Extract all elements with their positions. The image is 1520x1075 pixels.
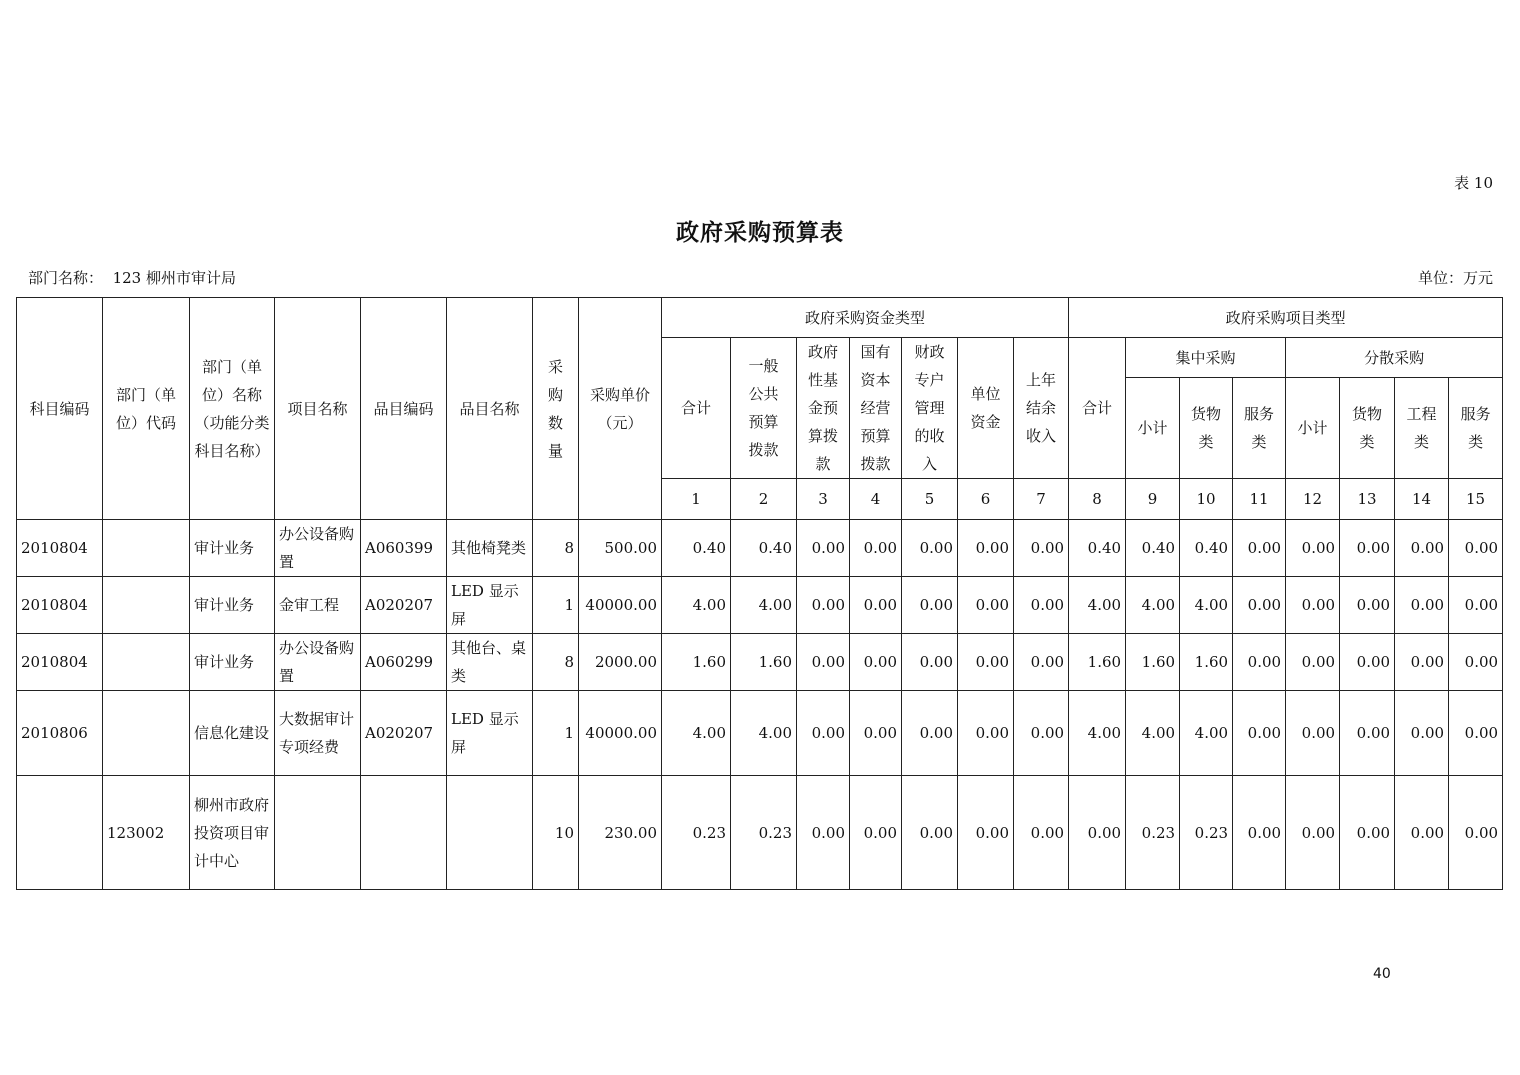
col-number: 15: [1449, 479, 1503, 520]
col-number: 12: [1286, 479, 1340, 520]
project-name-cell: 金审工程: [275, 577, 361, 634]
header-c-services: 服务类: [1233, 378, 1286, 479]
value-cell: 0.00: [1340, 691, 1395, 776]
value-cell: 4.00: [1069, 691, 1126, 776]
value-cell: 0.00: [1014, 520, 1069, 577]
value-cell: 0.40: [1126, 520, 1180, 577]
header-subject-code: 科目编码: [17, 298, 103, 520]
value-cell: 0.00: [1340, 776, 1395, 890]
table-row: [17, 634, 1503, 691]
dept-code-cell: [103, 634, 190, 691]
header-fund-general: 一般公共预算拨款: [731, 338, 797, 479]
subject-code-cell: 2010806: [17, 691, 103, 776]
header-fund-carryover: 上年结余收入: [1014, 338, 1069, 479]
value-cell: 0.00: [1449, 634, 1503, 691]
header-fund-state-capital: 国有资本经营预算拨款: [850, 338, 902, 479]
value-cell: 0.40: [1180, 520, 1233, 577]
value-cell: 0.00: [902, 634, 958, 691]
col-number: 8: [1069, 479, 1126, 520]
page-number: 40: [1373, 966, 1391, 982]
col-number: 10: [1180, 479, 1233, 520]
value-cell: 1.60: [731, 634, 797, 691]
value-cell: 0.00: [958, 577, 1014, 634]
table-body: [17, 520, 1503, 890]
item-name-cell: 其他椅凳类: [447, 520, 533, 577]
subject-code-cell: 2010804: [17, 634, 103, 691]
item-code-cell: A020207: [361, 691, 447, 776]
header-fund-type-group: 政府采购资金类型: [662, 298, 1069, 338]
value-cell: 0.00: [902, 520, 958, 577]
item-name-cell: [447, 776, 533, 890]
value-cell: 0.00: [1286, 634, 1340, 691]
value-cell: 0.40: [731, 520, 797, 577]
subject-code-cell: [17, 776, 103, 890]
unit-price-cell: 500.00: [579, 520, 662, 577]
header-fund-gov-fund: 政府性基金预算拨款: [797, 338, 850, 479]
quantity-cell: 8: [533, 520, 579, 577]
dept-unit-name-cell: 审计业务: [190, 634, 275, 691]
value-cell: 0.00: [797, 520, 850, 577]
unit-price-cell: 230.00: [579, 776, 662, 890]
table-row: [17, 520, 1503, 577]
header-d-subtotal: 小计: [1286, 378, 1340, 479]
value-cell: 0.23: [1180, 776, 1233, 890]
value-cell: 4.00: [1126, 577, 1180, 634]
value-cell: 0.00: [1233, 520, 1286, 577]
value-cell: 0.00: [1395, 577, 1449, 634]
department-line: [28, 267, 236, 288]
value-cell: 0.00: [850, 520, 902, 577]
unit-price-cell: 40000.00: [579, 691, 662, 776]
item-code-cell: [361, 776, 447, 890]
header-quantity: 采购数量: [533, 298, 579, 520]
dept-unit-name-cell: 信息化建设: [190, 691, 275, 776]
value-cell: 0.00: [958, 520, 1014, 577]
col-number: 7: [1014, 479, 1069, 520]
department-label: 部门名称：: [28, 269, 104, 287]
value-cell: 0.00: [902, 776, 958, 890]
item-name-cell: LED 显示屏: [447, 691, 533, 776]
header-dept-code: 部门（单位）代码: [103, 298, 190, 520]
value-cell: 0.00: [1449, 520, 1503, 577]
value-cell: 0.00: [1395, 776, 1449, 890]
col-number: 1: [662, 479, 731, 520]
col-number: 13: [1340, 479, 1395, 520]
dept-unit-name-cell: 审计业务: [190, 577, 275, 634]
unit-price-cell: 2000.00: [579, 634, 662, 691]
value-cell: 4.00: [1180, 577, 1233, 634]
value-cell: 0.23: [662, 776, 731, 890]
value-cell: 0.00: [1449, 691, 1503, 776]
value-cell: 0.00: [797, 691, 850, 776]
subject-code-cell: 2010804: [17, 577, 103, 634]
col-number: 6: [958, 479, 1014, 520]
header-d-services: 服务类: [1449, 378, 1503, 479]
item-code-cell: A020207: [361, 577, 447, 634]
value-cell: 0.00: [1340, 577, 1395, 634]
item-name-cell: 其他台、桌类: [447, 634, 533, 691]
value-cell: 0.00: [1340, 634, 1395, 691]
header-item-name: 品目名称: [447, 298, 533, 520]
value-cell: 0.00: [850, 634, 902, 691]
header-c-goods: 货物类: [1180, 378, 1233, 479]
value-cell: 1.60: [1126, 634, 1180, 691]
header-fund-special: 财政专户管理的收入: [902, 338, 958, 479]
value-cell: 0.00: [902, 577, 958, 634]
quantity-cell: 8: [533, 634, 579, 691]
value-cell: 0.00: [1286, 520, 1340, 577]
value-cell: 0.00: [958, 691, 1014, 776]
value-cell: 0.00: [797, 776, 850, 890]
unit-label: 单位：万元: [1417, 269, 1493, 287]
col-number: 5: [902, 479, 958, 520]
value-cell: 0.40: [1069, 520, 1126, 577]
procurement-budget-table: [16, 297, 1503, 890]
value-cell: 0.00: [1286, 577, 1340, 634]
value-cell: 4.00: [731, 577, 797, 634]
header-dispersed: 分散采购: [1286, 338, 1503, 378]
value-cell: 1.60: [1069, 634, 1126, 691]
dept-unit-name-cell: 审计业务: [190, 520, 275, 577]
value-cell: 4.00: [662, 577, 731, 634]
header-fund-total: 合计: [662, 338, 731, 479]
value-cell: 0.00: [1286, 776, 1340, 890]
col-number: 3: [797, 479, 850, 520]
value-cell: 1.60: [662, 634, 731, 691]
value-cell: 0.00: [1449, 577, 1503, 634]
value-cell: 0.00: [1449, 776, 1503, 890]
col-number: 14: [1395, 479, 1449, 520]
quantity-cell: 1: [533, 577, 579, 634]
value-cell: 0.00: [850, 577, 902, 634]
project-name-cell: [275, 776, 361, 890]
value-cell: 4.00: [1069, 577, 1126, 634]
col-number: 9: [1126, 479, 1180, 520]
header-dept-unit-name: 部门（单位）名称（功能分类科目名称）: [190, 298, 275, 520]
table-row: [17, 691, 1503, 776]
header-project-type-group: 政府采购项目类型: [1069, 298, 1503, 338]
value-cell: 0.00: [1014, 577, 1069, 634]
quantity-cell: 10: [533, 776, 579, 890]
header-item-code: 品目编码: [361, 298, 447, 520]
value-cell: 0.00: [1395, 634, 1449, 691]
page-title: 政府采购预算表: [676, 219, 844, 246]
value-cell: 4.00: [731, 691, 797, 776]
value-cell: 0.00: [1395, 520, 1449, 577]
value-cell: 1.60: [1180, 634, 1233, 691]
value-cell: 0.00: [1233, 634, 1286, 691]
value-cell: 0.00: [1014, 691, 1069, 776]
value-cell: 0.00: [958, 776, 1014, 890]
dept-unit-name-cell: 柳州市政府投资项目审计中心: [190, 776, 275, 890]
value-cell: 0.00: [1014, 776, 1069, 890]
dept-code-cell: [103, 691, 190, 776]
value-cell: 0.00: [1340, 520, 1395, 577]
value-cell: 0.00: [958, 634, 1014, 691]
col-number: 4: [850, 479, 902, 520]
value-cell: 0.00: [1014, 634, 1069, 691]
header-d-works: 工程类: [1395, 378, 1449, 479]
subject-code-cell: 2010804: [17, 520, 103, 577]
value-cell: 0.00: [1069, 776, 1126, 890]
header-unit-price: 采购单价（元）: [579, 298, 662, 520]
item-code-cell: A060399: [361, 520, 447, 577]
project-name-cell: 大数据审计专项经费: [275, 691, 361, 776]
value-cell: 0.00: [1286, 691, 1340, 776]
dept-code-cell: [103, 520, 190, 577]
table-row: [17, 577, 1503, 634]
quantity-cell: 1: [533, 691, 579, 776]
header-c-subtotal: 小计: [1126, 378, 1180, 479]
value-cell: 0.00: [1233, 776, 1286, 890]
header-centralized: 集中采购: [1126, 338, 1286, 378]
value-cell: 0.00: [850, 691, 902, 776]
header-project-name: 项目名称: [275, 298, 361, 520]
value-cell: 0.23: [1126, 776, 1180, 890]
col-number: 2: [731, 479, 797, 520]
value-cell: 0.00: [1233, 577, 1286, 634]
value-cell: 0.00: [797, 634, 850, 691]
value-cell: 4.00: [1180, 691, 1233, 776]
value-cell: 0.00: [902, 691, 958, 776]
unit-price-cell: 40000.00: [579, 577, 662, 634]
value-cell: 4.00: [662, 691, 731, 776]
table-number: 表 10: [1454, 174, 1493, 192]
value-cell: 0.00: [797, 577, 850, 634]
col-number: 11: [1233, 479, 1286, 520]
project-name-cell: 办公设备购置: [275, 634, 361, 691]
value-cell: 0.00: [850, 776, 902, 890]
value-cell: 0.00: [1395, 691, 1449, 776]
value-cell: 0.40: [662, 520, 731, 577]
department-name: 123 柳州市审计局: [112, 269, 236, 287]
value-cell: 0.23: [731, 776, 797, 890]
dept-code-cell: 123002: [103, 776, 190, 890]
header-d-goods: 货物类: [1340, 378, 1395, 479]
header-proj-total: 合计: [1069, 338, 1126, 479]
dept-code-cell: [103, 577, 190, 634]
project-name-cell: 办公设备购置: [275, 520, 361, 577]
value-cell: 4.00: [1126, 691, 1180, 776]
item-code-cell: A060299: [361, 634, 447, 691]
item-name-cell: LED 显示屏: [447, 577, 533, 634]
header-fund-unit: 单位资金: [958, 338, 1014, 479]
value-cell: 0.00: [1233, 691, 1286, 776]
table-row: [17, 776, 1503, 890]
